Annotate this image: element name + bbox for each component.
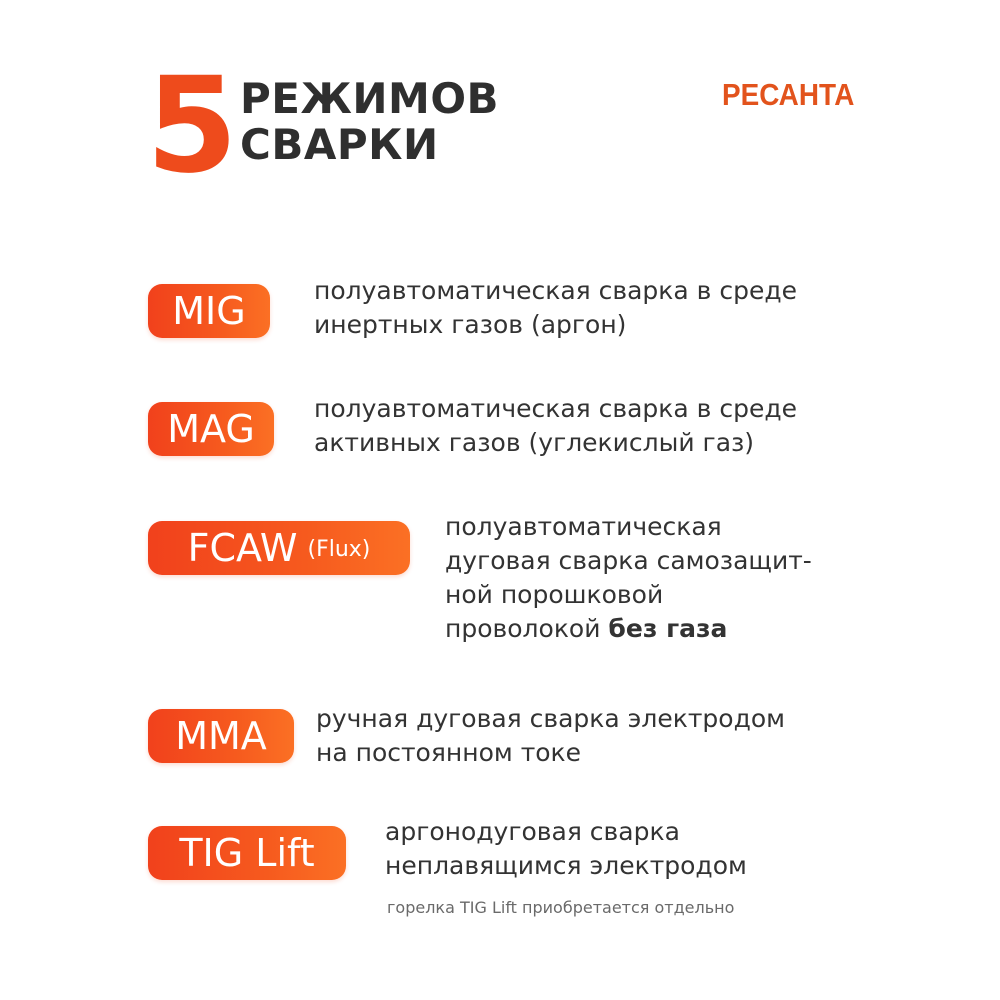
brand-logo: РЕСАНТА (722, 77, 855, 112)
title-line-2: СВАРКИ (240, 120, 439, 169)
mode-description-line: неплавящимся электродом (385, 851, 747, 880)
mode-description-line: полуавтоматическая сварка в среде (314, 394, 797, 423)
mode-badge-label: MAG (167, 407, 255, 451)
mode-badge-mma (148, 709, 294, 763)
tig-lift-footnote: горелка TIG Lift приобретается отдельно (387, 898, 735, 917)
mode-description-mag (314, 392, 797, 460)
page-title (240, 76, 499, 168)
mode-description-line: дуговая сварка самозащит- (445, 546, 812, 575)
mode-description-fcaw (445, 510, 812, 646)
mode-description-text: проволокой (445, 614, 601, 643)
mode-badge-tig-lift (148, 826, 346, 880)
mode-description-mma (316, 702, 785, 770)
title-line-1: РЕЖИМОВ (240, 74, 500, 123)
mode-badge-label: TIG Lift (179, 831, 315, 875)
mode-description-emphasis: без газа (608, 614, 728, 643)
mode-description-line (445, 612, 812, 646)
mode-description-line: ручная дуговая сварка электродом (316, 704, 786, 733)
mode-badge-label: MIG (172, 289, 246, 333)
mode-description-line: ной порошковой (445, 580, 664, 609)
mode-description-line: аргонодуговая сварка (385, 817, 680, 846)
mode-badge-fcaw (148, 521, 410, 575)
mode-description-mig (314, 274, 797, 342)
mode-description-line: полуавтоматическая сварка в среде (314, 276, 797, 305)
mode-description-line: на постоянном токе (316, 738, 582, 767)
mode-count-number: 5 (146, 49, 238, 203)
mode-badge-sublabel: (Flux) (307, 537, 371, 562)
mode-badge-label: FCAW (187, 526, 298, 570)
mode-description-tig-lift (385, 815, 747, 883)
mode-badge-mig (148, 284, 270, 338)
mode-badge-label: MMA (175, 714, 267, 758)
mode-description-line: активных газов (углекислый газ) (314, 428, 755, 457)
mode-description-line: инертных газов (аргон) (314, 310, 627, 339)
mode-description-line: полуавтоматическая (445, 512, 722, 541)
mode-badge-mag (148, 402, 274, 456)
